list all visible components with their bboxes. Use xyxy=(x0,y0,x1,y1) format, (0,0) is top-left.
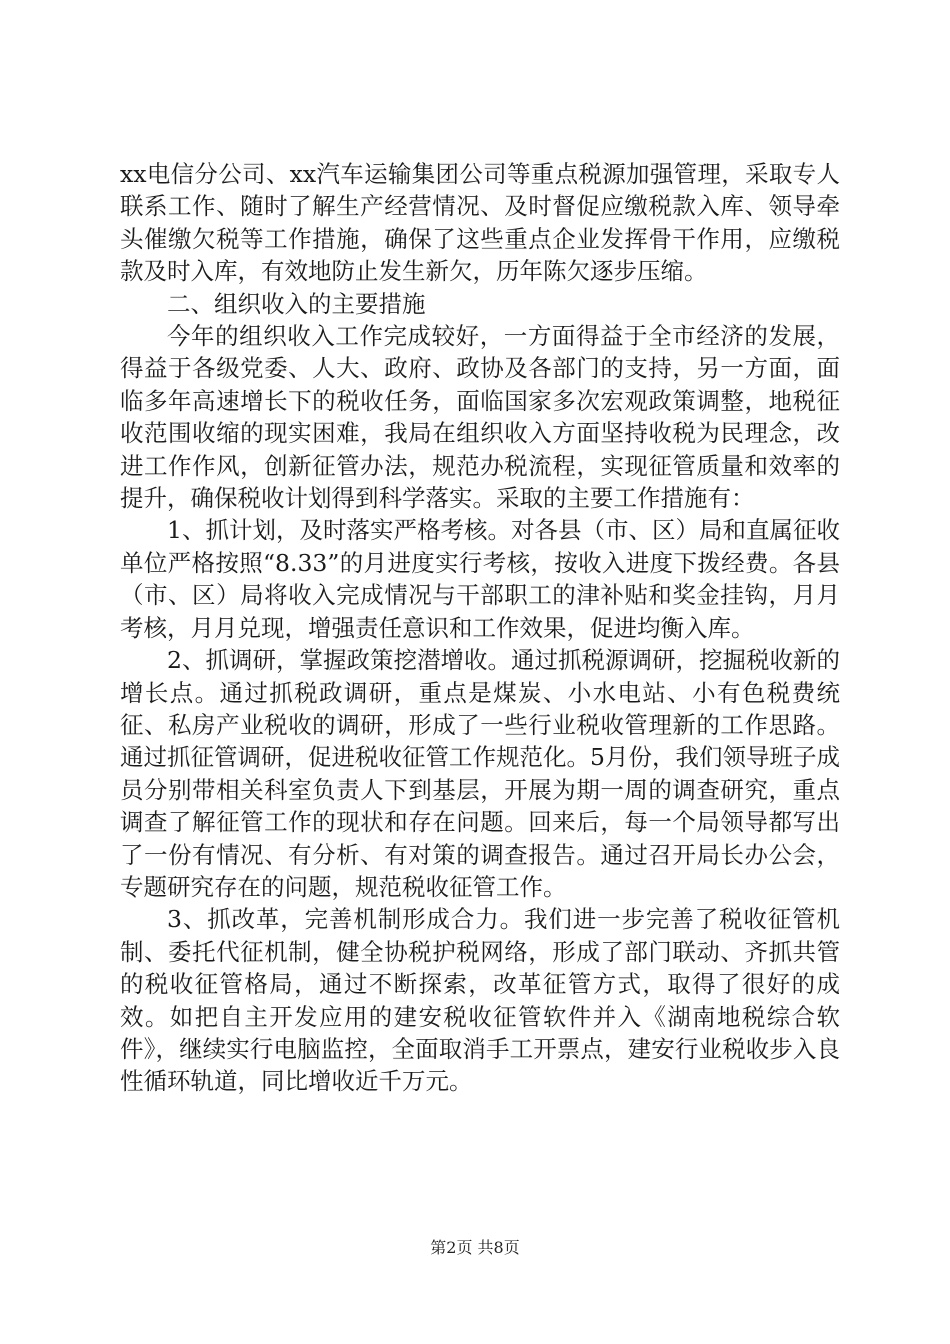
paragraph-measure-3: 3、抓改革，完善机制形成合力。我们进一步完善了税收征管机制、委托代征机制，健全协税护税网络，形成了部门联动、齐抓共管的税收征管格局，通过不断探索，改革征管方式，取得了很好的成效。如把自主开发应用的建安税收征管软件并入《湖南地税综合软件》，继续实行电脑监控，全面取消手工开票点，建安行业税收步入良性循环轨道，同比增收近千万元。 xyxy=(120,905,840,1096)
paragraph-measure-1: 1、抓计划，及时落实严格考核。对各县（市、区）局和直属征收单位严格按照“8.33”的月进度实行考核，按收入进度下拨经费。各县（市、区）局将收入完成情况与干部职工的津补贴和奖金挂钩，月月考核，月月兑现，增强责任意识和工作效果，促进均衡入库。 xyxy=(120,516,840,642)
paragraph-measure-2: 2、抓调研，掌握政策挖潜增收。通过抓税源调研，挖掘税收新的增长点。通过抓税政调研，重点是煤炭、小水电站、小有色税费统征、私房产业税收的调研，形成了一些行业税收管理新的工作思路。通过抓征管调研，促进税收征管工作规范化。5月份，我们领导班子成员分别带相关科室负责人下到基层，开展为期一周的调查研究，重点调查了解征管工作的现状和存在问题。回来后，每一个局领导都写出了一份有情况、有分析、有对策的调查报告。通过召开局长办公会，专题研究存在的问题，规范税收征管工作。 xyxy=(120,646,840,901)
page-number-footer: 第2页 共8页 xyxy=(430,1238,520,1257)
paragraph-continuation: xx电信分公司、xx汽车运输集团公司等重点税源加强管理，采取专人联系工作、随时了解生产经营情况、及时督促应缴税款入库、领导牵头催缴欠税等工作措施，确保了这些重点企业发挥骨干作用，应缴税款及时入库，有效地防止发生新欠，历年陈欠逐步压缩。 xyxy=(120,160,840,286)
paragraph-intro: 今年的组织收入工作完成较好，一方面得益于全市经济的发展，得益于各级党委、人大、政府、政协及各部门的支持，另一方面，面临多年高速增长下的税收任务，面临国家多次宏观政策调整，地税征收范围收缩的现实困难，我局在组织收入方面坚持收税为民理念，改进工作作风，创新征管办法，规范办税流程，实现征管质量和效率的提升，确保税收计划得到科学落实。采取的主要工作措施有： xyxy=(120,322,840,513)
section-heading: 二、组织收入的主要措施 xyxy=(167,289,426,318)
document-body xyxy=(120,158,840,1098)
